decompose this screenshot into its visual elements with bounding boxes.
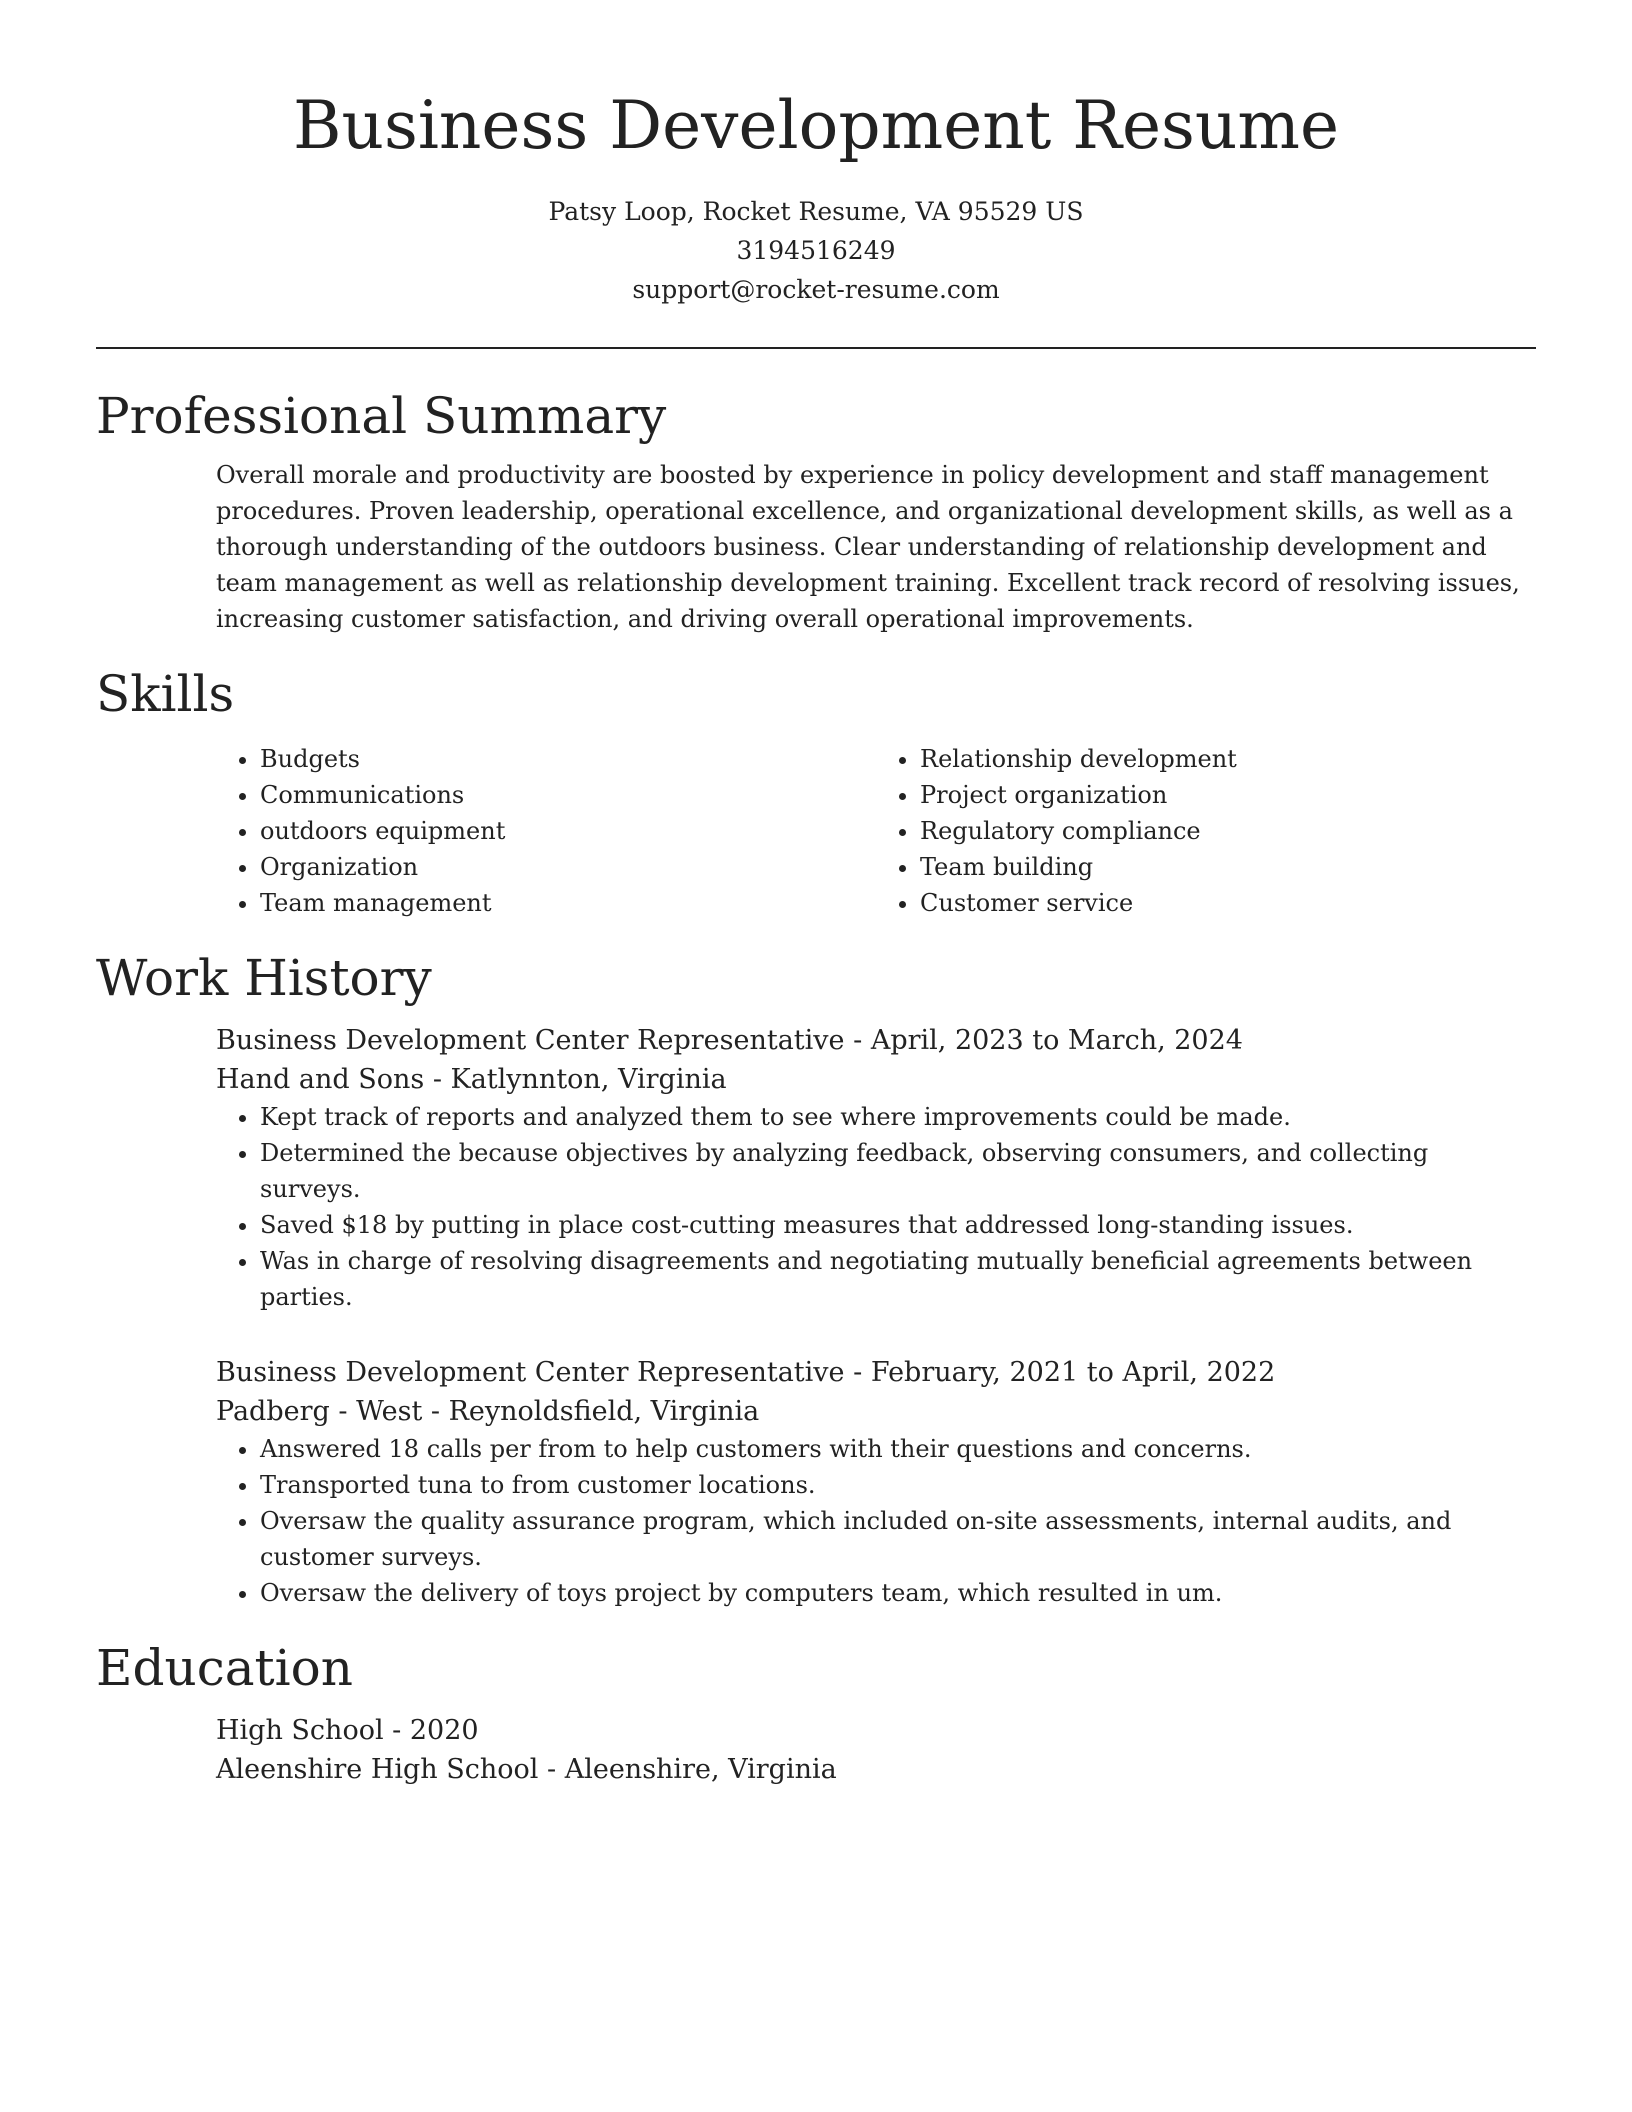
resume-header: [96, 0, 1536, 309]
job-duties: [216, 1099, 1536, 1315]
skill-item: • outdoors equipment: [260, 813, 876, 849]
job-duty: • Oversaw the quality assurance program, which included on-site assessments, internal audits, and customer surveys.: [260, 1503, 1536, 1575]
skill-item: • Team management: [260, 885, 876, 921]
job-heading: [216, 1021, 1536, 1060]
job-duty: • Saved $18 by putting in place cost-cutting measures that addressed long-standing issues.: [260, 1207, 1536, 1243]
job-employer: [216, 1392, 1536, 1431]
skills-column-left: [216, 741, 876, 921]
job-duty: • Was in charge of resolving disagreements and negotiating mutually beneficial agreements between parties.: [260, 1243, 1536, 1315]
job-company: Padberg - West: [216, 1396, 423, 1427]
education-degree: High School: [216, 1715, 384, 1746]
contact-phone: 3194516249: [736, 236, 896, 265]
skill-item: • Organization: [260, 849, 876, 885]
skills-list: [216, 741, 1536, 921]
section-title-work-history: Work History: [96, 949, 432, 1007]
education-school: Aleenshire High School: [216, 1754, 539, 1785]
job-duty: • Kept track of reports and analyzed them to see where improvements could be made.: [260, 1099, 1536, 1135]
contact-info: [96, 192, 1536, 309]
section-title-summary: Professional Summary: [96, 387, 667, 445]
education-year: - 2020: [383, 1715, 479, 1746]
skill-item: • Regulatory compliance: [920, 813, 1536, 849]
skill-item: • Customer service: [920, 885, 1536, 921]
education-location: - Aleenshire, Virginia: [538, 1754, 837, 1785]
job-employer: [216, 1060, 1536, 1099]
job-duty: • Answered 18 calls per from to help customers with their questions and concerns.: [260, 1431, 1536, 1467]
job-location: - Katlynnton, Virginia: [424, 1064, 727, 1095]
skill-item: • Project organization: [920, 777, 1536, 813]
job-title: Business Development Center Representative: [216, 1025, 845, 1056]
contact-address: Patsy Loop, Rocket Resume, VA 95529 US: [548, 197, 1084, 226]
skill-item: • Team building: [920, 849, 1536, 885]
skills-column-right: [876, 741, 1536, 921]
job-heading: [216, 1353, 1536, 1392]
education-degree-line: [216, 1711, 1536, 1750]
job-location: - Reynoldsfield, Virginia: [422, 1396, 760, 1427]
job-title: Business Development Center Representative: [216, 1357, 845, 1388]
job-entry: [216, 1353, 1536, 1611]
job-duty: • Oversaw the delivery of toys project by computers team, which resulted in um.: [260, 1575, 1536, 1611]
contact-email: support@rocket-resume.com: [632, 275, 1000, 304]
skill-item: • Budgets: [260, 741, 876, 777]
skill-item: • Communications: [260, 777, 876, 813]
job-entry: [216, 1021, 1536, 1315]
education-entry: [216, 1711, 1536, 1789]
resume-title: Business Development Resume: [292, 87, 1340, 164]
section-title-skills: Skills: [96, 665, 235, 723]
education-school-line: [216, 1750, 1536, 1789]
skill-item: • Relationship development: [920, 741, 1536, 777]
header-divider: [96, 347, 1536, 349]
summary-text: Overall morale and productivity are boosted by experience in policy development and staff management procedures. Proven leadership, operational excellence, and organizational development skills, as well as a thorough understanding of the outdoors business. Clear understanding of relationship development and team management as well as relationship development training. Excellent track record of resolving issues, increasing customer satisfaction, and driving overall operational improvements.: [216, 461, 1520, 633]
job-company: Hand and Sons: [216, 1064, 425, 1095]
job-dates: - April, 2023 to March, 2024: [844, 1025, 1243, 1056]
job-dates: - February, 2021 to April, 2022: [844, 1357, 1276, 1388]
job-duties: [216, 1431, 1536, 1611]
job-duty: • Determined the because objectives by analyzing feedback, observing consumers, and collecting surveys.: [260, 1135, 1536, 1207]
section-title-education: Education: [96, 1639, 353, 1697]
job-duty: • Transported tuna to from customer locations.: [260, 1467, 1536, 1503]
